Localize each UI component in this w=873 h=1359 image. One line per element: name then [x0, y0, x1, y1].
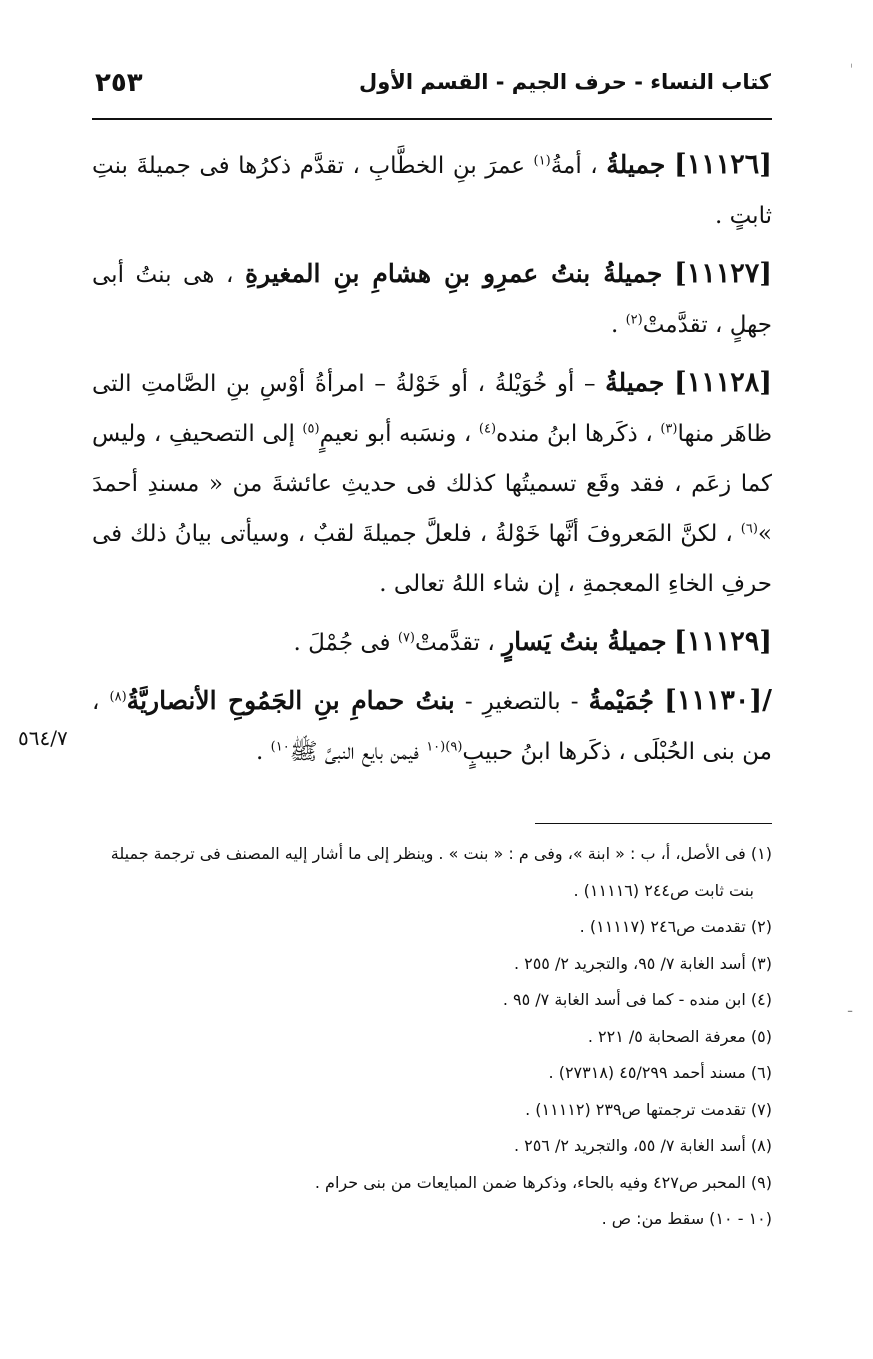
entry-name: جميلةُ: [605, 368, 665, 397]
margin-page-reference: ٥٦٤/٧: [18, 726, 68, 750]
entry-lead-mark: /: [762, 685, 773, 716]
entry-text: - بالتصغيرِ -: [464, 689, 579, 715]
footnote-2: (٢) تقدمت ص٢٤٦ (١١١١٧) .: [579, 917, 772, 936]
entry-text: .: [610, 312, 619, 338]
entry-11126: [92, 140, 772, 241]
entry-text: فيمن بايع النبىَّ ﷺ: [289, 739, 419, 765]
entry-text: – أو خُوَيْلةُ ، أو خَوْلةُ – امرأةُ أوْسِ بنِ الصَّامتِ التى ظاهَر منها: [92, 371, 772, 447]
entry-text: ، من بنى الحُبْلَى ، ذكَرها ابنُ حبيبٍ: [92, 689, 772, 765]
footnotes: [92, 836, 772, 1238]
entry-text: إلى التصحيفِ ، وليس كما زعَم ، فقد وقَع تسميتُها كذلك فى حديثِ عائشةَ من « مسندِ أحمدَ »: [92, 421, 772, 547]
entry-name: جميلةُ: [606, 150, 666, 179]
entry-text: .: [256, 739, 264, 765]
entry-number: [١١١٢٩]: [673, 626, 772, 657]
running-title: كتاب النساء - حرف الجيم - القسم الأول: [358, 70, 771, 94]
footnote-ref: (٤): [478, 421, 497, 437]
footnote-ref: (٢): [625, 312, 643, 328]
footnote-ref: (٧): [397, 630, 415, 646]
footnote-8: (٨) أسد الغابة ٧/ ٥٥، والتجريد ٢/ ٢٥٦ .: [513, 1136, 772, 1155]
entry-name: جُمَيْمةُ: [588, 686, 654, 715]
footnote-ref: (٣): [660, 421, 678, 437]
page-header: [95, 68, 771, 108]
footnote-5: (٥) معرفة الصحابة ٥/ ٢٢١ .: [587, 1026, 772, 1046]
entry-text: ، لكنَّ المَعروفَ أنَّها خَوْلةُ ، فلعلَّ جميلةَ لقبٌ ، وسيأتى بيانُ ذلك فى حرفِ الخاءِ المعجمةِ ، إن شاء اللهُ تعالى .: [92, 521, 772, 597]
entry-number: [١١١٣٠]: [664, 685, 763, 716]
footnote-10: (١٠ - ١٠) سقط من: ص .: [601, 1209, 772, 1228]
footnote-ref: (١٠: [426, 739, 446, 755]
entry-11127: [92, 249, 772, 350]
footnote-3: (٣) أسد الغابة ٧/ ٩٥، والتجريد ٢/ ٢٥٥ .: [513, 953, 772, 973]
footnote-ref: (٨): [109, 689, 127, 705]
footnote-1: (١) فى الأصل، أ، ب : « ابنة »، وفى م : « بنت » . وينظر إلى ما أشار إليه المصنف فى ترجمة جميلة: [110, 844, 772, 863]
footnote-ref: (٥): [302, 421, 320, 437]
scan-speck: ـ: [848, 1000, 853, 1016]
entry-name-continued: بنتُ حمامِ بنِ الجَمُوحِ الأنصاريَّةُ: [126, 686, 455, 715]
entry-11129: [92, 617, 772, 668]
entry-11130: [92, 676, 772, 777]
footnote-7: (٧) تقدمت ترجمتها ص٢٣٩ (١١١١٢) .: [525, 1099, 772, 1119]
entry-name: جميلةُ بنتُ عمرِو بنِ هشامِ بنِ المغيرةِ: [244, 259, 663, 288]
footnote-9: (٩) المحبر ص٤٢٧ وفيه بالحاء، وذكرها ضمن المبايعات من بنى حرام .: [314, 1172, 772, 1192]
header-rule: [92, 118, 772, 120]
entry-text: ، أمةُ: [550, 153, 598, 179]
entry-text: ، ذكَرها ابنُ منده: [496, 421, 653, 447]
footnote-1-continued: بنت ثابت ص٢٤٤ (١١١١٦) .: [573, 880, 754, 900]
footnote-ref: (١): [533, 153, 551, 169]
footnote-rule: [535, 823, 772, 824]
entry-name: جميلةُ بنتُ يَسارٍ: [502, 627, 667, 656]
footnote-6: (٦) مسند أحمد ٤٥/٢٩٩ (٢٧٣١٨) .: [548, 1063, 772, 1082]
entry-text: ، هى بنتُ أبى جهلٍ ، تقدَّمتْ: [92, 262, 772, 338]
entry-text: ، تقدَّمتْ: [415, 630, 495, 656]
entry-11128: [92, 358, 772, 609]
footnote-ref: (٦): [740, 521, 758, 537]
page-number: ٢٥٣: [95, 68, 143, 98]
footnote-ref: ١٠): [270, 739, 290, 755]
entry-number: [١١١٢٧]: [673, 258, 773, 289]
entry-text: فى جُمْلَ .: [293, 630, 391, 656]
footnote-4: (٤) ابن منده - كما فى أسد الغابة ٧/ ٩٥ .: [502, 990, 772, 1009]
main-text: [92, 140, 772, 785]
entry-text: ، ونسَبه أبو نعيمٍ: [319, 421, 472, 447]
entry-text: عمرَ بنِ الخطَّابِ ، تقدَّم ذكرُها فى جميلةَ بنتِ ثابتٍ .: [92, 153, 772, 229]
entry-number: [١١١٢٨]: [673, 367, 773, 398]
footnote-ref: (٩): [445, 739, 463, 755]
entry-number: [١١١٢٦]: [673, 149, 773, 180]
